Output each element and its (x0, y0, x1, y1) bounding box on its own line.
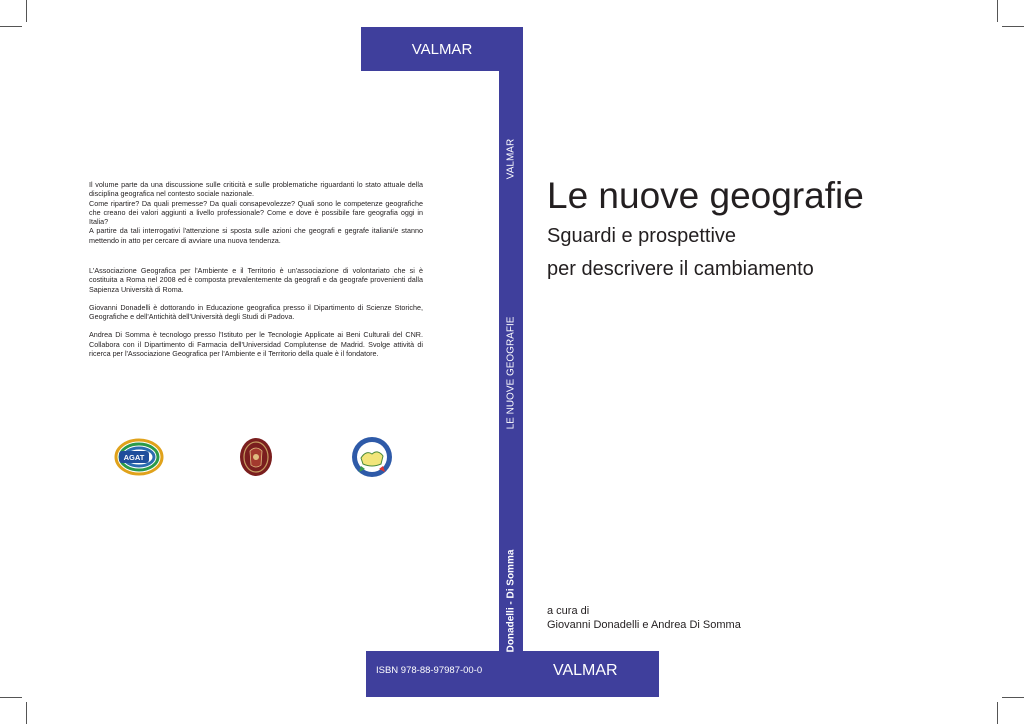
spine-title: LE NUOVE GEOGRAFIE (505, 316, 517, 430)
bottom-publisher-label: VALMAR (553, 662, 618, 679)
crop-mark (997, 0, 998, 22)
bio-paragraph: Andrea Di Somma è tecnologo presso l'Istituto per le Tecnologie Applicate ai Beni Culturali del CNR. Collabora con il Dipartimento di Farmacia dell'Universidad Complutense de Madrid. Svolge attività di ricerca per l'Associazione Geografica per l'Ambiente e il Territorio della quale è il fondatore. (89, 330, 423, 359)
isbn: ISBN 978-88-97987-00-0 (376, 665, 483, 676)
book-subtitle-line1: Sguardi e prospettive (547, 225, 737, 247)
crop-mark (26, 702, 27, 724)
editors-names: Giovanni Donadelli e Andrea Di Somma (547, 619, 741, 631)
crop-mark (0, 697, 22, 698)
back-bios (89, 266, 423, 358)
top-publisher-label: VALMAR (411, 40, 473, 58)
crop-mark (1002, 26, 1024, 27)
intro-paragraph: A partire da tali interrogativi l'attenzione si sposta sulle azioni che geografi e gegrafe italiani/e stanno mettendo in atto per cercare di avviare una nuova tendenza. (89, 226, 423, 245)
spine-publisher: VALMAR (505, 138, 517, 180)
agat-logo-text: AGAT (123, 453, 145, 462)
book-title: Le nuove geografie (547, 175, 864, 216)
crop-mark (26, 0, 27, 22)
intro-paragraph: Il volume parte da una discussione sulle criticità e sulle problematiche riguardanti lo stato attuale della disciplina geografica nel contesto sociale nazionale. (89, 180, 423, 199)
association-emblem-logo (351, 436, 393, 478)
crop-mark (0, 26, 22, 27)
editors (547, 604, 741, 632)
bio-paragraph: L'Associazione Geografica per l'Ambiente e il Territorio è un'associazione di volontariato che si è costituita a Roma nel 2008 ed è composta prevalentemente da geografi e da geografe provenienti dalla Sapienza Università di Roma. (89, 266, 423, 294)
crop-mark (1002, 697, 1024, 698)
agat-logo (114, 437, 164, 477)
book-subtitle-line2: per descrivere il cambiamento (547, 258, 814, 280)
back-intro (89, 180, 423, 245)
bio-paragraph: Giovanni Donadelli è dottorando in Educazione geografica presso il Dipartimento di Scienze Storiche, Geografiche e dell'Antichità dell'Università degli Studi di Padova. (89, 302, 423, 322)
intro-paragraph: Come ripartire? Da quali premesse? Da quali consapevolezze? Quali sono le competenze geografiche che creano dei valori aggiunti a livello professionale? Come e dove è possibile fare geografia oggi in Italia? (89, 198, 423, 227)
spine-authors: Donadelli - Di Somma (505, 549, 517, 653)
editors-label: a cura di (547, 605, 590, 617)
university-seal-logo (239, 437, 273, 477)
crop-mark (997, 702, 998, 724)
